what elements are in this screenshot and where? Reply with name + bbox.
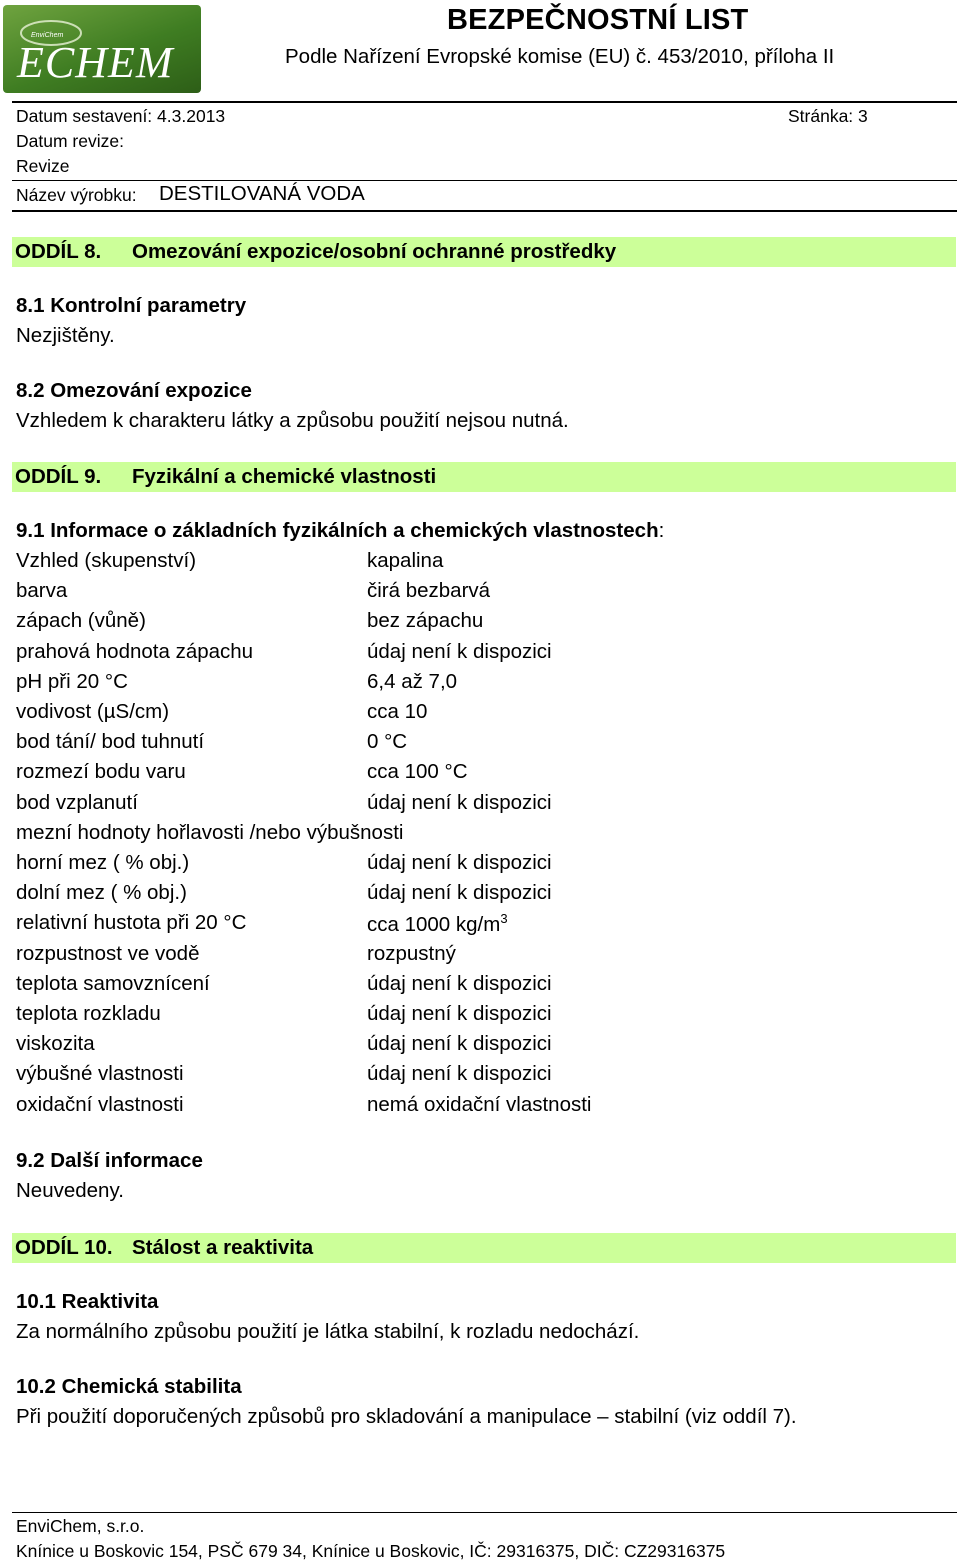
header-rule-top <box>12 101 957 103</box>
subsection-9-1-heading <box>16 519 664 543</box>
subsection-10-1-title: 10.1 Reaktivita <box>16 1290 159 1313</box>
property-label: Vzhled (skupenství) <box>16 549 197 572</box>
echem-logo-graphic <box>3 5 201 93</box>
property-value-text: údaj není k dispozici <box>367 1032 552 1055</box>
product-name: DESTILOVANÁ VODA <box>159 182 365 205</box>
property-value <box>367 640 552 664</box>
footer-rule <box>12 1512 957 1513</box>
page-number: Stránka: 3 <box>788 106 868 126</box>
property-value <box>367 1093 591 1117</box>
product-label: Název výrobku: <box>16 185 137 205</box>
property-value <box>367 911 508 937</box>
property-value <box>367 549 443 573</box>
property-value <box>367 1032 552 1056</box>
property-value-text: nemá oxidační vlastnosti <box>367 1093 592 1116</box>
property-label: teplota samovznícení <box>16 972 210 995</box>
property-value <box>367 700 427 724</box>
property-value <box>367 609 483 633</box>
property-value-text: rozpustný <box>367 942 456 965</box>
property-label: mezní hodnoty hořlavosti /nebo výbušnosti <box>16 821 404 844</box>
property-value <box>367 670 457 694</box>
property-label: výbušné vlastnosti <box>16 1062 184 1085</box>
document-title: BEZPEČNOSTNÍ LIST <box>447 4 749 36</box>
subsection-9-1-title: 9.1 Informace o základních fyzikálních a chemických vlastnostech <box>16 519 659 542</box>
property-label: relativní hustota při 20 °C <box>16 911 247 934</box>
header-rule-mid <box>12 180 957 181</box>
property-value-text: cca 100 °C <box>367 760 468 783</box>
section-8-number: ODDÍL 8. <box>15 240 102 263</box>
subsection-9-1-colon: : <box>658 519 665 542</box>
section-9-number: ODDÍL 9. <box>15 465 102 488</box>
property-label: teplota rozkladu <box>16 1002 161 1025</box>
property-value <box>367 972 552 996</box>
property-value-superscript: 3 <box>500 911 508 926</box>
subsection-10-1-text: Za normálního způsobu použití je látka stabilní, k rozladu nedochází. <box>16 1320 640 1343</box>
property-value-text: údaj není k dispozici <box>367 881 552 904</box>
logo-small-text: EnviChem <box>31 32 64 39</box>
document-subtitle: Podle Nařízení Evropské komise (EU) č. 453/2010, příloha II <box>285 45 835 68</box>
property-label: zápach (vůně) <box>16 609 146 632</box>
date-revision: Datum revize: <box>16 131 124 151</box>
property-label: barva <box>16 579 68 602</box>
property-value <box>367 851 552 875</box>
property-value <box>367 881 552 905</box>
property-value <box>367 1002 552 1026</box>
subsection-9-2-text: Neuvedeny. <box>16 1179 124 1202</box>
property-value-text: údaj není k dispozici <box>367 851 552 874</box>
property-label: pH při 20 °C <box>16 670 128 693</box>
section-9-bar <box>12 462 956 492</box>
date-compiled: Datum sestavení: 4.3.2013 <box>16 106 226 126</box>
property-value-text: cca 1000 kg/m <box>367 912 501 936</box>
section-10-number: ODDÍL 10. <box>15 1236 113 1259</box>
property-value <box>367 579 490 603</box>
property-value-text: údaj není k dispozici <box>367 1062 552 1085</box>
property-label: prahová hodnota zápachu <box>16 640 254 663</box>
revision-label: Revize <box>16 156 70 176</box>
property-label: viskozita <box>16 1032 95 1055</box>
section-10-title: Stálost a reaktivita <box>132 1236 314 1259</box>
property-value-text: údaj není k dispozici <box>367 791 552 814</box>
logo-text: ECHEM <box>17 38 174 87</box>
property-label: bod tání/ bod tuhnutí <box>16 730 205 753</box>
company-logo <box>3 5 201 93</box>
property-value-text: kapalina <box>367 549 444 572</box>
property-label: oxidační vlastnosti <box>16 1093 184 1116</box>
property-label: rozmezí bodu varu <box>16 760 186 783</box>
subsection-8-1-title: 8.1 Kontrolní parametry <box>16 294 247 317</box>
header-rule-bottom <box>12 210 957 212</box>
subsection-8-1-text: Nezjištěny. <box>16 324 115 347</box>
property-value-text: 0 °C <box>367 730 408 753</box>
property-value-text: údaj není k dispozici <box>367 640 552 663</box>
section-10-bar <box>12 1233 956 1263</box>
property-value-text: cca 10 <box>367 700 428 723</box>
subsection-10-2-title: 10.2 Chemická stabilita <box>16 1375 242 1398</box>
property-label: bod vzplanutí <box>16 791 138 814</box>
footer-company: EnviChem, s.r.o. <box>16 1516 145 1536</box>
property-value-text: 6,4 až 7,0 <box>367 670 458 693</box>
property-value <box>367 760 468 784</box>
property-label: horní mez ( % obj.) <box>16 851 190 874</box>
section-8-title: Omezování expozice/osobní ochranné prostředky <box>132 240 617 263</box>
property-value <box>367 942 456 966</box>
subsection-8-2-text: Vzhledem k charakteru látky a způsobu použití nejsou nutná. <box>16 409 569 432</box>
subsection-10-2-text: Při použití doporučených způsobů pro skladování a manipulace – stabilní (viz oddíl 7). <box>16 1405 797 1428</box>
property-label: vodivost (µS/cm) <box>16 700 170 723</box>
footer-address: Knínice u Boskovic 154, PSČ 679 34, Knínice u Boskovic, IČ: 29316375, DIČ: CZ29316375 <box>16 1541 726 1561</box>
property-value-text: údaj není k dispozici <box>367 1002 552 1025</box>
property-value-text: čirá bezbarvá <box>367 579 491 602</box>
property-label: rozpustnost ve vodě <box>16 942 200 965</box>
section-8-bar <box>12 237 956 267</box>
property-value <box>367 791 552 815</box>
section-9-title: Fyzikální a chemické vlastnosti <box>132 465 437 488</box>
property-value <box>367 730 407 754</box>
property-value <box>367 1062 552 1086</box>
property-value-text: údaj není k dispozici <box>367 972 552 995</box>
subsection-8-2-title: 8.2 Omezování expozice <box>16 379 252 402</box>
property-label: dolní mez ( % obj.) <box>16 881 187 904</box>
property-value-text: bez zápachu <box>367 609 484 632</box>
subsection-9-2-title: 9.2 Další informace <box>16 1149 203 1172</box>
